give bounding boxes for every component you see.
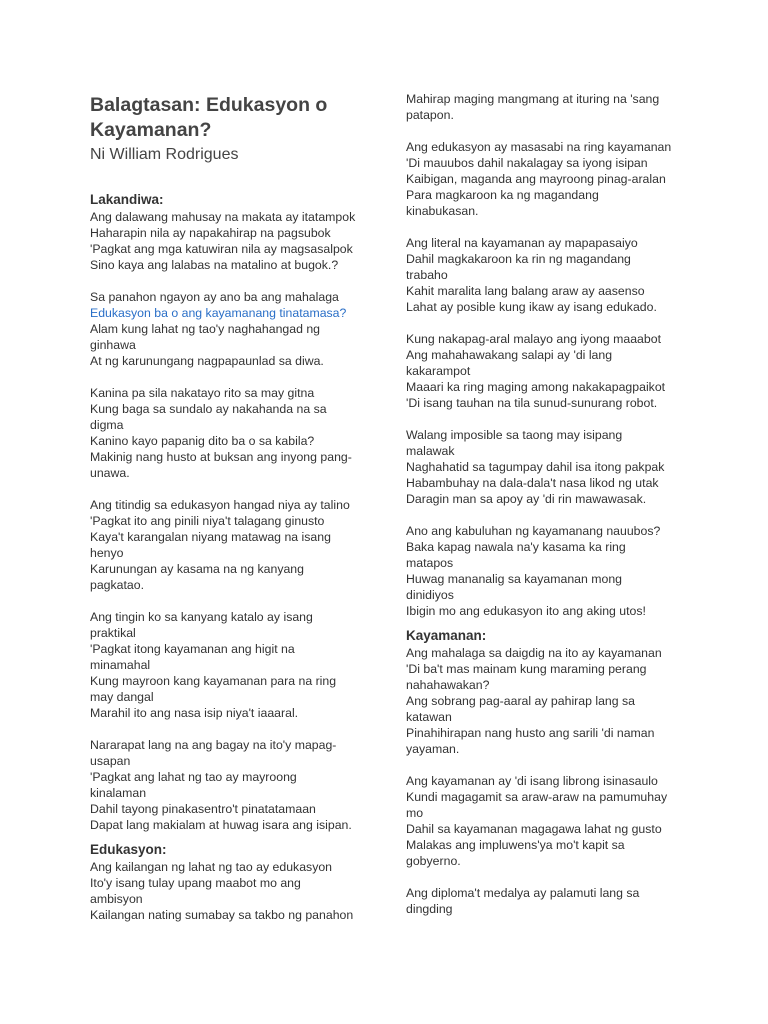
verse-line: Pinahihirapan nang husto ang sarili 'di naman: [406, 726, 655, 740]
verse-line: 'Pagkat ito ang pinili niya't talagang ginusto: [90, 514, 325, 528]
author-line: Ni William Rodrigues: [90, 146, 239, 163]
verse-line: Malakas ang impluwens'ya mo't kapit sa: [406, 838, 625, 852]
verse-line: Kailangan nating sumabay sa takbo ng panahon: [90, 908, 354, 922]
verse-line: Marahil ito ang nasa isip niya't iaaaral.: [90, 706, 299, 720]
verse-line: Dapat lang makialam at huwag isara ang isipan.: [90, 818, 352, 832]
verse-line: 'Di isang tauhan na tila sunud-sunurang robot.: [406, 396, 658, 410]
verse-line: Kung nakapag-aral malayo ang iyong maaabot: [406, 332, 661, 346]
verse-line: Baka kapag nawala na'y kasama ka ring: [406, 540, 626, 554]
verse-line: kinabukasan.: [406, 204, 479, 218]
verse-line: Para magkaroon ka ng magandang: [406, 188, 599, 202]
verse-line: usapan: [90, 754, 131, 768]
verse-line: yayaman.: [406, 742, 460, 756]
verse-line: nahahawakan?: [406, 678, 490, 692]
verse-line: Maaari ka ring maging among nakakapagpaikot: [406, 380, 666, 394]
verse-line: kakarampot: [406, 364, 471, 378]
verse-line: Ang kailangan ng lahat ng tao ay edukasyon: [90, 860, 333, 874]
stanza: [406, 139, 686, 219]
verse-line: dinidiyos: [406, 588, 454, 602]
verse-line: mo: [406, 806, 424, 820]
verse-line: Ang literal na kayamanan ay mapapasaiyo: [406, 236, 638, 250]
heading-lakandiwa: Lakandiwa:: [90, 192, 164, 207]
stanza: [406, 645, 686, 757]
verse-line: Lahat ay posible kung ikaw ay isang edukado.: [406, 300, 657, 314]
highlighted-verse-line: Edukasyon ba o ang kayamanang tinatamasa?: [90, 306, 347, 320]
verse-line: henyo: [90, 546, 124, 560]
stanza: [406, 885, 686, 917]
verse-line: Daragin man sa apoy ay 'di rin mawawasak.: [406, 492, 647, 506]
verse-line: Ang sobrang pag-aaral ay pahirap lang sa: [406, 694, 636, 708]
verse-line: Ang dalawang mahusay na makata ay itatampok: [90, 210, 356, 224]
verse-line: Huwag mananalig sa kayamanan mong: [406, 572, 623, 586]
stanza: [90, 209, 380, 273]
verse-line: gobyerno.: [406, 854, 461, 868]
verse-line: unawa.: [90, 466, 130, 480]
verse-line: matapos: [406, 556, 454, 570]
verse-line: Ang mahalaga sa daigdig na ito ay kayamanan: [406, 646, 662, 660]
stanza: [90, 609, 380, 721]
verse-line: Sino kaya ang lalabas na matalino at bugok.?: [90, 258, 339, 272]
stanza: [90, 385, 380, 481]
verse-line: Habambuhay na dala-dala't nasa likod ng utak: [406, 476, 659, 490]
verse-line: Ang titindig sa edukasyon hangad niya ay talino: [90, 498, 350, 512]
verse-line: ginhawa: [90, 338, 136, 352]
verse-line: Haharapin nila ay napakahirap na pagsubok: [90, 226, 331, 240]
verse-line: Kaibigan, maganda ang mayroong pinag-aralan: [406, 172, 666, 186]
verse-line: Ang tingin ko sa kanyang katalo ay isang: [90, 610, 313, 624]
verse-line: Kundi magagamit sa araw-araw na pamumuhay: [406, 790, 668, 804]
stanza: [406, 773, 686, 869]
verse-line: Dahil sa kayamanan magagawa lahat ng gusto: [406, 822, 662, 836]
verse-line: katawan: [406, 710, 452, 724]
verse-line: Alam kung lahat ng tao'y naghahangad ng: [90, 322, 321, 336]
stanza: [406, 235, 686, 315]
verse-line: malawak: [406, 444, 455, 458]
verse-line: Walang imposible sa taong may isipang: [406, 428, 623, 442]
verse-line: Ang edukasyon ay masasabi na ring kayamanan: [406, 140, 672, 154]
verse-line: At ng karunungang nagpapaunlad sa diwa.: [90, 354, 324, 368]
stanza: [406, 331, 686, 411]
page-title: Balagtasan: Edukasyon o Kayamanan?: [90, 94, 328, 141]
verse-line: 'Di ba't mas mainam kung maraming perang: [406, 662, 647, 676]
verse-line: 'Pagkat ang lahat ng tao ay mayroong: [90, 770, 297, 784]
stanza: [90, 289, 380, 369]
right-column: [406, 91, 686, 933]
heading-edukasyon: Edukasyon:: [90, 842, 167, 857]
verse-line: 'Di mauubos dahil nakalagay sa iyong isipan: [406, 156, 648, 170]
stanza: [406, 427, 686, 507]
verse-line: Sa panahon ngayon ay ano ba ang mahalaga: [90, 290, 339, 304]
verse-line: Ang mahahawakang salapi ay 'di lang: [406, 348, 613, 362]
heading-kayamanan: Kayamanan:: [406, 628, 487, 643]
verse-line: ambisyon: [90, 892, 143, 906]
verse-line: Kaya't karangalan niyang matawag na isang: [90, 530, 331, 544]
verse-line: pagkatao.: [90, 578, 145, 592]
verse-line: Naghahatid sa tagumpay dahil isa itong pakpak: [406, 460, 665, 474]
verse-line: dingding: [406, 902, 453, 916]
verse-line: Karunungan ay kasama na ng kanyang: [90, 562, 304, 576]
verse-line: Nararapat lang na ang bagay na ito'y mapag-: [90, 738, 337, 752]
stanza: [406, 523, 686, 619]
verse-line: 'Pagkat itong kayamanan ang higit na: [90, 642, 295, 656]
verse-line: may dangal: [90, 690, 154, 704]
verse-line: Mahirap maging mangmang at ituring na 'sang: [406, 92, 660, 106]
left-column: [90, 93, 380, 939]
verse-line: Makinig nang husto at buksan ang inyong pang-: [90, 450, 352, 464]
stanza: [90, 497, 380, 593]
verse-line: Kanina pa sila nakatayo rito sa may gitna: [90, 386, 315, 400]
verse-line: Kanino kayo papanig dito ba o sa kabila?: [90, 434, 315, 448]
verse-line: digma: [90, 418, 124, 432]
stanza: [90, 859, 380, 923]
stanza: [90, 737, 380, 833]
verse-line: minamahal: [90, 658, 151, 672]
verse-line: patapon.: [406, 108, 454, 122]
verse-line: Kung mayroon kang kayamanan para na ring: [90, 674, 337, 688]
verse-line: Ibigin mo ang edukasyon ito ang aking utos!: [406, 604, 646, 618]
verse-line: Ang diploma't medalya ay palamuti lang sa: [406, 886, 640, 900]
verse-line: 'Pagkat ang mga katuwiran nila ay magsasalpok: [90, 242, 353, 256]
verse-line: Ano ang kabuluhan ng kayamanang nauubos?: [406, 524, 661, 538]
verse-line: Kahit maralita lang balang araw ay aasenso: [406, 284, 645, 298]
verse-line: trabaho: [406, 268, 448, 282]
verse-line: Kung baga sa sundalo ay nakahanda na sa: [90, 402, 327, 416]
verse-line: Ito'y isang tulay upang maabot mo ang: [90, 876, 301, 890]
verse-line: Ang kayamanan ay 'di isang librong isinasaulo: [406, 774, 658, 788]
verse-line: Dahil tayong pinakasentro't pinatatamaan: [90, 802, 316, 816]
verse-line: Dahil magkakaroon ka rin ng magandang: [406, 252, 631, 266]
stanza: [406, 91, 686, 123]
verse-line: praktikal: [90, 626, 136, 640]
verse-line: kinalaman: [90, 786, 147, 800]
